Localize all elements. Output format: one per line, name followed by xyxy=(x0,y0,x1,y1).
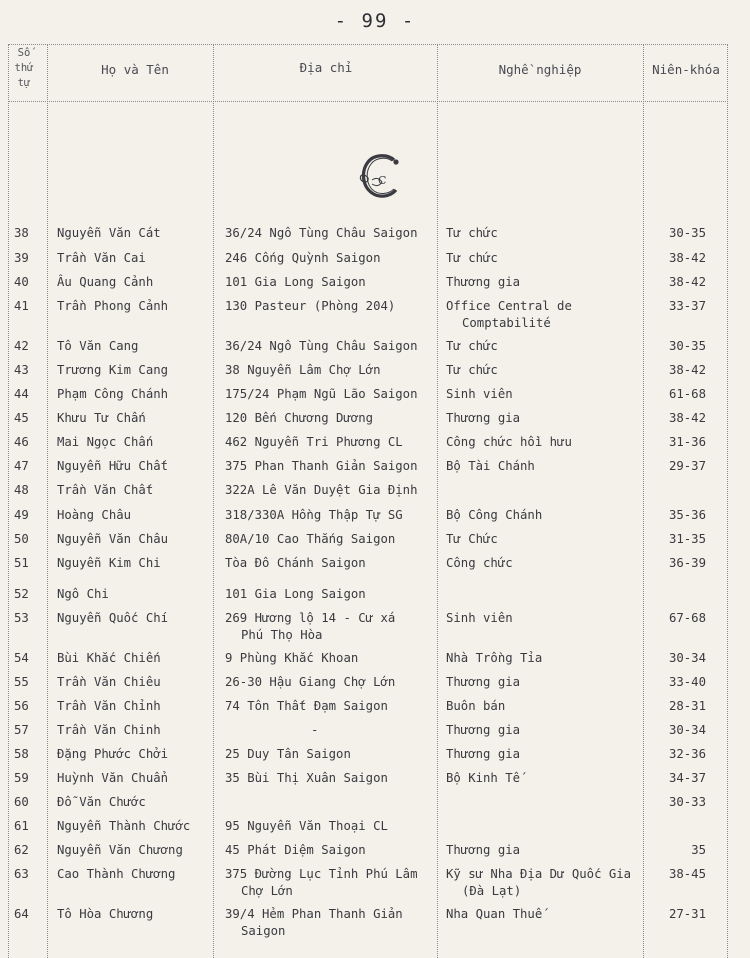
occupation-line1: Tư chức xyxy=(446,226,498,240)
member-address xyxy=(225,338,437,355)
member-occupation xyxy=(446,770,646,787)
occupation-line1: Nhà Trồng Tỉa xyxy=(446,651,543,665)
row-number: 57 xyxy=(14,723,29,737)
member-name: Khưu Tư Chấn xyxy=(57,411,146,425)
row-number: 44 xyxy=(14,387,29,401)
occupation-line2: (Đà Lạt) xyxy=(462,884,522,898)
school-years: 61-68 xyxy=(668,387,706,401)
member-name: Hoàng Châu xyxy=(57,508,132,522)
header-stt-line3: tự xyxy=(17,77,31,89)
school-years: 30-33 xyxy=(668,795,706,809)
member-address xyxy=(225,225,437,242)
address-line1: 375 Phan Thanh Giản Saigon xyxy=(225,459,418,473)
row-number: 47 xyxy=(14,459,29,473)
occupation-line1: Thương gia xyxy=(446,723,521,737)
address-line1: 39/4 Hẻm Phan Thanh Giản xyxy=(225,907,403,921)
member-occupation xyxy=(446,458,646,475)
member-address xyxy=(225,507,437,524)
school-years: 35-36 xyxy=(668,508,706,522)
address-line2: Saigon xyxy=(241,924,286,938)
occupation-line1: Office Central de xyxy=(446,299,572,313)
member-address xyxy=(225,842,437,859)
member-name: Nguyễn Văn Chương xyxy=(57,843,183,857)
member-name: Trần Phong Cảnh xyxy=(57,299,169,313)
member-occupation xyxy=(446,298,646,332)
member-address xyxy=(225,698,437,715)
member-occupation xyxy=(446,250,646,267)
occupation-line1: Tư chức xyxy=(446,251,498,265)
address-line1: 246 Cống Quỳnh Saigon xyxy=(225,251,381,265)
row-number: 63 xyxy=(14,867,29,881)
member-name: Cao Thành Chương xyxy=(57,867,176,881)
member-name: Âu Quang Cảnh xyxy=(57,275,154,289)
row-number: 54 xyxy=(14,651,29,665)
row-number: 45 xyxy=(14,411,29,425)
member-occupation xyxy=(446,507,646,524)
school-years: 33-37 xyxy=(668,299,706,313)
address-line1: 38 Nguyễn Lâm Chợ Lớn xyxy=(225,363,381,377)
row-number: 52 xyxy=(14,587,29,601)
header-year: Niên-khóa xyxy=(652,62,720,77)
member-address xyxy=(225,482,437,499)
address-line1: 25 Duy Tân Saigon xyxy=(225,747,351,761)
member-address xyxy=(225,298,437,315)
occupation-line1: Công chức hồi hưu xyxy=(446,435,572,449)
member-occupation xyxy=(446,746,646,763)
member-occupation xyxy=(446,555,646,572)
member-name: Tô Văn Cang xyxy=(57,339,139,353)
address-line1: 322A Lê Văn Duyệt Gia Định xyxy=(225,483,418,497)
member-occupation xyxy=(446,906,646,923)
row-number: 49 xyxy=(14,508,29,522)
row-number: 56 xyxy=(14,699,29,713)
table-row xyxy=(0,298,750,334)
occupation-line1: Thương gia xyxy=(446,275,521,289)
header-address: Địa chỉ xyxy=(299,60,353,75)
member-occupation xyxy=(446,274,646,291)
address-line1: 80A/10 Cao Thắng Saigon xyxy=(225,532,396,546)
member-address xyxy=(225,674,437,691)
occupation-line1: Tư Chức xyxy=(446,532,498,546)
school-years: 35 xyxy=(691,843,706,857)
school-years: 38-45 xyxy=(668,867,706,881)
address-line1: 101 Gia Long Saigon xyxy=(225,275,366,289)
header-divider xyxy=(8,101,728,102)
page-number: - 99 - xyxy=(334,10,416,32)
address-line1: 101 Gia Long Saigon xyxy=(225,587,366,601)
member-address xyxy=(225,555,437,572)
member-occupation xyxy=(446,674,646,691)
school-years: 67-68 xyxy=(668,611,706,625)
row-number: 61 xyxy=(14,819,29,833)
address-line1: 375 Đường Lục Tỉnh Phú Lâm xyxy=(225,867,418,881)
school-years: 32-36 xyxy=(668,747,706,761)
member-name: Trần Văn Chiêu xyxy=(57,675,161,689)
row-number: 53 xyxy=(14,611,29,625)
school-years: 28-31 xyxy=(668,699,706,713)
address-line1: 120 Bến Chương Dương xyxy=(225,411,374,425)
member-occupation xyxy=(446,386,646,403)
school-years: 31-36 xyxy=(668,435,706,449)
school-years: 34-37 xyxy=(668,771,706,785)
svg-text:C: C xyxy=(378,174,387,187)
member-name: Tô Hòa Chương xyxy=(57,907,154,921)
row-number: 42 xyxy=(14,339,29,353)
row-number: 62 xyxy=(14,843,29,857)
row-number: 41 xyxy=(14,299,29,313)
address-line1: 35 Bùi Thị Xuân Saigon xyxy=(225,771,388,785)
table-row xyxy=(0,866,750,902)
occupation-line1: Bộ Kinh Tế xyxy=(446,771,521,785)
school-years: 27-31 xyxy=(668,907,706,921)
header-stt-line2: thứ xyxy=(14,62,34,74)
occupation-line1: Công chức xyxy=(446,556,513,570)
address-line1: 36/24 Ngô Tùng Châu Saigon xyxy=(225,226,418,240)
member-address xyxy=(225,906,437,940)
row-number: 48 xyxy=(14,483,29,497)
member-name: Huỳnh Văn Chuẩn xyxy=(57,771,169,785)
table-row xyxy=(0,906,750,942)
member-occupation xyxy=(446,410,646,427)
address-line1: 318/330A Hồng Thập Tự SG xyxy=(225,508,403,522)
member-address xyxy=(225,866,437,900)
address-line1: 462 Nguyễn Tri Phương CL xyxy=(225,435,403,449)
member-name: Bùi Khắc Chiến xyxy=(57,651,161,665)
member-address xyxy=(225,386,437,403)
occupation-line1: Thương gia xyxy=(446,843,521,857)
member-address xyxy=(225,410,437,427)
occupation-line1: Thương gia xyxy=(446,747,521,761)
member-name: Trần Văn Chỉnh xyxy=(57,699,161,713)
address-line1: 9 Phùng Khắc Khoan xyxy=(225,651,359,665)
header-stt xyxy=(9,46,39,91)
member-name: Nguyễn Văn Châu xyxy=(57,532,169,546)
school-years: 38-42 xyxy=(668,275,706,289)
member-occupation xyxy=(446,531,646,548)
member-address xyxy=(225,770,437,787)
member-name: Nguyễn Kim Chi xyxy=(57,556,161,570)
member-address xyxy=(225,458,437,475)
header-stt-line1: Số xyxy=(17,47,31,59)
row-number: 60 xyxy=(14,795,29,809)
address-line1: 45 Phát Diệm Saigon xyxy=(225,843,366,857)
member-name: Nguyễn Quốc Chí xyxy=(57,611,169,625)
section-letter-ornament xyxy=(352,150,408,202)
member-occupation xyxy=(446,698,646,715)
row-number: 38 xyxy=(14,226,29,240)
address-line2: Phú Thọ Hòa xyxy=(241,628,323,642)
member-occupation xyxy=(446,722,646,739)
row-number: 59 xyxy=(14,771,29,785)
member-name: Mai Ngọc Chấn xyxy=(57,435,154,449)
member-address xyxy=(225,434,437,451)
member-occupation xyxy=(446,338,646,355)
member-name: Đặng Phước Chởi xyxy=(57,747,169,761)
address-line1: 95 Nguyễn Văn Thoại CL xyxy=(225,819,388,833)
occupation-line1: Bộ Công Chánh xyxy=(446,508,543,522)
row-number: 50 xyxy=(14,532,29,546)
school-years: 30-34 xyxy=(668,723,706,737)
member-name: Trần Văn Chất xyxy=(57,483,154,497)
school-years: 30-34 xyxy=(668,651,706,665)
member-name: Phạm Công Chánh xyxy=(57,387,169,401)
address-line2: Chợ Lớn xyxy=(241,884,293,898)
member-name: Nguyễn Hữu Chất xyxy=(57,459,169,473)
table-row xyxy=(0,610,750,646)
school-years: 38-42 xyxy=(668,411,706,425)
occupation-line1: Nha Quan Thuế xyxy=(446,907,543,921)
row-number: 64 xyxy=(14,907,29,921)
address-line1: 130 Pasteur (Phòng 204) xyxy=(225,299,396,313)
school-years: 31-35 xyxy=(668,532,706,546)
member-occupation xyxy=(446,650,646,667)
occupation-line1: Thương gia xyxy=(446,675,521,689)
header-name: Họ và Tên xyxy=(101,62,169,77)
member-address xyxy=(225,818,437,835)
occupation-line1: Bộ Tài Chánh xyxy=(446,459,535,473)
occupation-line1: Tư chức xyxy=(446,363,498,377)
member-name: Nguyễn Thành Chước xyxy=(57,819,191,833)
address-line1: 26-30 Hậu Giang Chợ Lớn xyxy=(225,675,396,689)
member-address xyxy=(225,610,437,644)
occupation-line1: Kỹ sư Nha Địa Dư Quốc Gia xyxy=(446,867,632,881)
school-years: 30-35 xyxy=(668,226,706,240)
member-address xyxy=(225,722,437,739)
address-line1: - xyxy=(311,723,319,737)
address-line1: 269 Hương lộ 14 - Cư xá xyxy=(225,611,396,625)
row-number: 40 xyxy=(14,275,29,289)
member-occupation xyxy=(446,225,646,242)
member-address xyxy=(225,586,437,603)
member-occupation xyxy=(446,434,646,451)
member-occupation xyxy=(446,842,646,859)
member-address xyxy=(225,250,437,267)
member-address xyxy=(225,746,437,763)
member-name: Trần Văn Chinh xyxy=(57,723,161,737)
row-number: 58 xyxy=(14,747,29,761)
occupation-line1: Thương gia xyxy=(446,411,521,425)
school-years: 38-42 xyxy=(668,363,706,377)
occupation-line2: Comptabilité xyxy=(462,316,551,330)
address-line1: Tòa Đô Chánh Saigon xyxy=(225,556,366,570)
address-line1: 74 Tôn Thất Đạm Saigon xyxy=(225,699,388,713)
school-years: 33-40 xyxy=(668,675,706,689)
member-name: Ngô Chi xyxy=(57,587,109,601)
school-years: 38-42 xyxy=(668,251,706,265)
member-address xyxy=(225,362,437,379)
row-number: 55 xyxy=(14,675,29,689)
member-occupation xyxy=(446,610,646,627)
header-occupation: Nghề nghiệp xyxy=(498,62,582,77)
member-occupation xyxy=(446,866,646,900)
occupation-line1: Buôn bán xyxy=(446,699,506,713)
school-years: 29-37 xyxy=(668,459,706,473)
occupation-line1: Sinh viên xyxy=(446,387,513,401)
occupation-line1: Tư chức xyxy=(446,339,498,353)
address-line1: 36/24 Ngô Tùng Châu Saigon xyxy=(225,339,418,353)
member-name: Đỗ Văn Chước xyxy=(57,795,146,809)
member-address xyxy=(225,531,437,548)
row-number: 51 xyxy=(14,556,29,570)
member-address xyxy=(225,274,437,291)
member-occupation xyxy=(446,362,646,379)
member-name: Nguyễn Văn Cát xyxy=(57,226,161,240)
member-address xyxy=(225,650,437,667)
school-years: 36-39 xyxy=(668,556,706,570)
member-name: Trương Kim Cang xyxy=(57,363,169,377)
row-number: 46 xyxy=(14,435,29,449)
address-line1: 175/24 Phạm Ngũ Lão Saigon xyxy=(225,387,418,401)
row-number: 43 xyxy=(14,363,29,377)
member-name: Trần Văn Cai xyxy=(57,251,146,265)
row-number: 39 xyxy=(14,251,29,265)
table-top-border xyxy=(8,44,728,45)
occupation-line1: Sinh viên xyxy=(446,611,513,625)
school-years: 30-35 xyxy=(668,339,706,353)
